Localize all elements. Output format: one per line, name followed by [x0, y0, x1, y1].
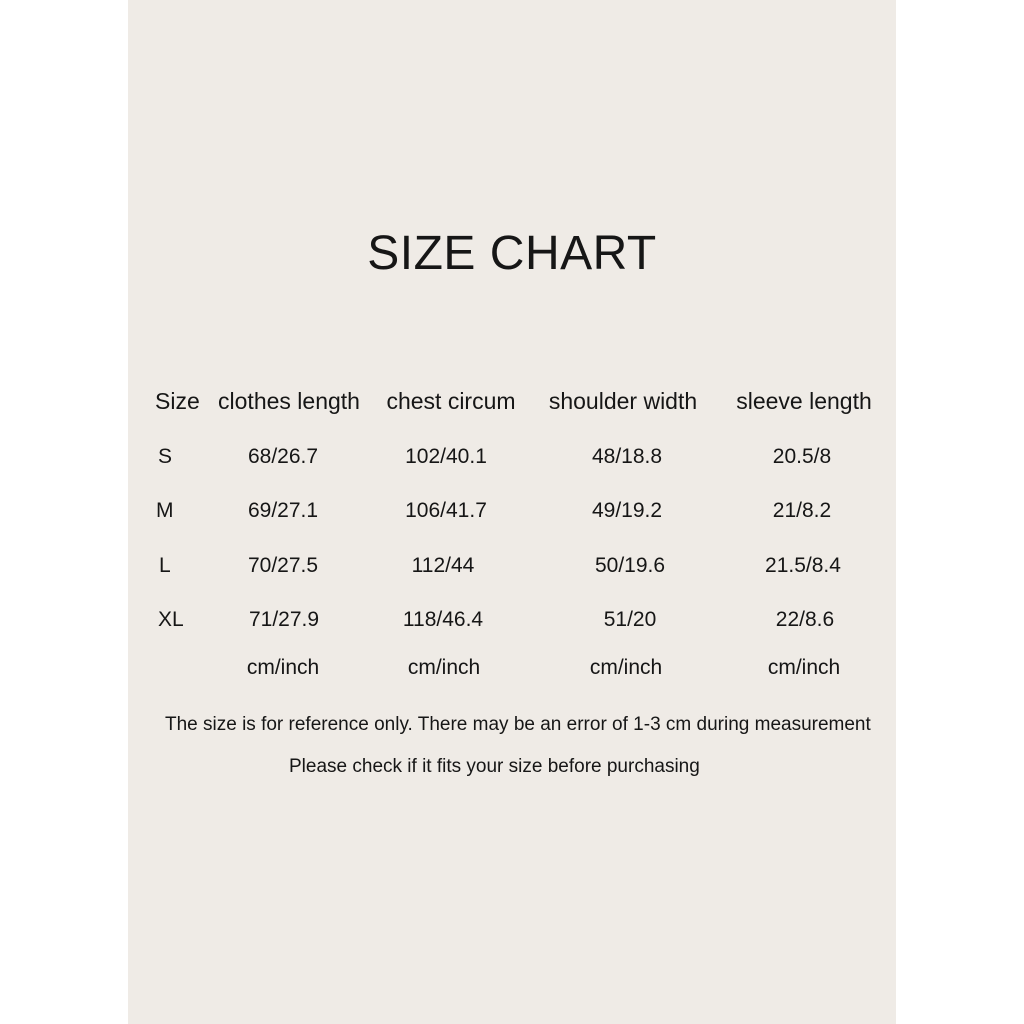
unit-label: cm/inch — [246, 656, 320, 679]
table-cell: 118/46.4 — [402, 608, 484, 631]
table-cell: 71/27.9 — [248, 608, 320, 631]
measurement-note: The size is for reference only. There may be an error of 1-3 cm during measurement — [165, 714, 871, 735]
table-cell: 48/18.8 — [591, 445, 663, 468]
unit-label: cm/inch — [589, 656, 663, 679]
table-cell: 20.5/8 — [772, 445, 832, 468]
table-cell: 21.5/8.4 — [765, 554, 841, 577]
purchase-note: Please check if it fits your size before purchasing — [289, 756, 700, 777]
table-cell: 106/41.7 — [405, 499, 487, 522]
header-chest-circum: chest circum — [386, 388, 516, 414]
table-cell: 70/27.5 — [247, 554, 319, 577]
header-shoulder-width: shoulder width — [548, 388, 698, 414]
page-title: SIZE CHART — [367, 227, 657, 280]
table-cell: 51/20 — [603, 608, 657, 631]
table-cell-size: M — [156, 499, 174, 522]
table-cell: 50/19.6 — [594, 554, 666, 577]
header-clothes-length: clothes length — [218, 388, 360, 414]
unit-label: cm/inch — [407, 656, 481, 679]
unit-label: cm/inch — [767, 656, 841, 679]
table-cell: 69/27.1 — [247, 499, 319, 522]
table-cell: 49/19.2 — [591, 499, 663, 522]
table-cell: 102/40.1 — [405, 445, 487, 468]
size-chart-panel — [128, 0, 896, 1024]
table-cell: 112/44 — [411, 554, 475, 577]
table-cell: 22/8.6 — [775, 608, 835, 631]
header-sleeve-length: sleeve length — [736, 388, 872, 414]
table-cell-size: XL — [158, 608, 184, 631]
header-size: Size — [155, 388, 200, 414]
table-cell: 68/26.7 — [247, 445, 319, 468]
table-cell-size: S — [158, 445, 173, 468]
table-cell: 21/8.2 — [772, 499, 832, 522]
table-cell-size: L — [159, 554, 171, 577]
